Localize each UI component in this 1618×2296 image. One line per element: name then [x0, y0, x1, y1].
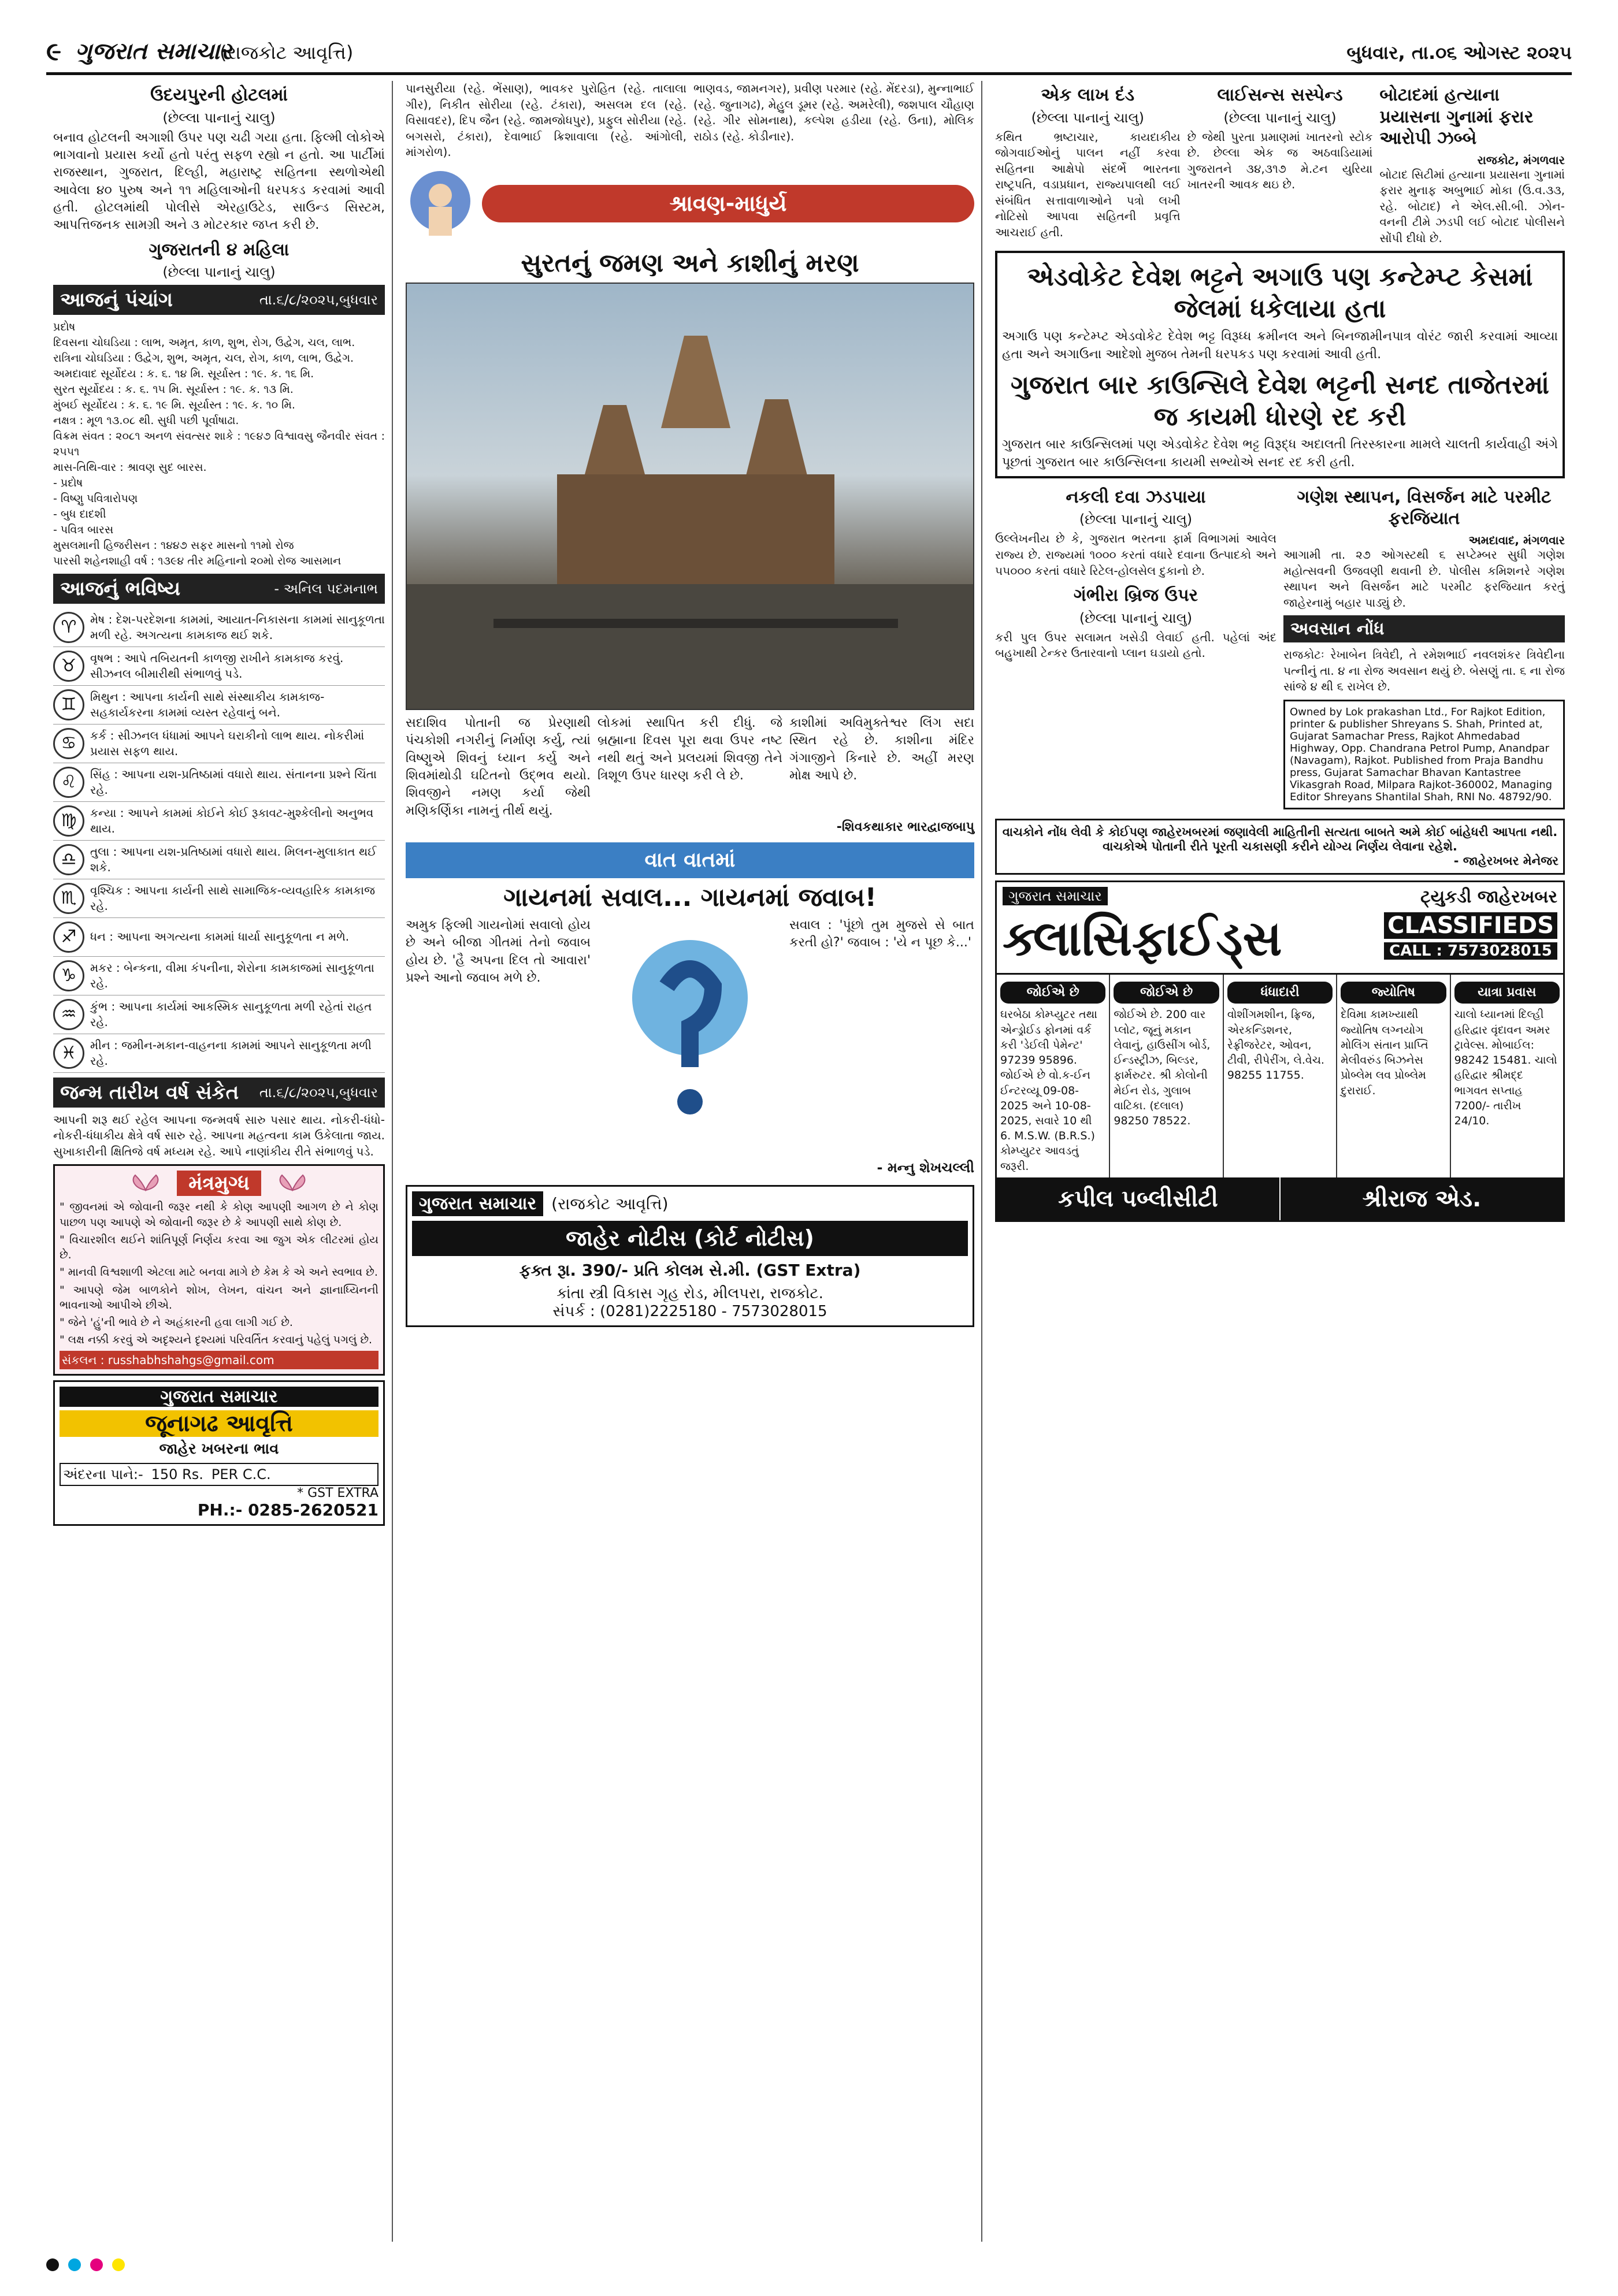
rate-gst: * GST EXTRA: [297, 1486, 378, 1501]
zodiac-sign-icon: ♒: [53, 999, 84, 1030]
reg-dot: [112, 2258, 125, 2271]
classifieds: [995, 880, 1565, 1222]
junagadh-rate-ad: [53, 1380, 385, 1526]
story-gujarat-women: [53, 239, 385, 281]
classi-call: CALL : 7573028015: [1384, 942, 1557, 960]
classified-category: જોઈએ છે: [1114, 982, 1219, 1004]
main-headline: એડવોકેટ દેવેશ ભટ્ટને અગાઉ પણ કન્ટેમ્પ્ટ કેસમાં જેલમાં ધકેલાયા હતા: [1027, 262, 1533, 324]
legal-address: કાંતા સ્ત્રી વિકાસ ગૃહ રોડ, મીલપરા, રાજકોટ.: [556, 1285, 823, 1303]
panchang-line: સુરત સૂર્યોદય : ક. ૬. ૧૫ મિ. સૂર્યાસ્ત : ૧૯. ક. ૧૩ મિ.: [53, 383, 294, 396]
story-one-lakh-fine: [995, 81, 1181, 246]
story-body: કથિત ભ્રષ્ટાચાર, કાયદાકીય જોગવાઈઓનું પાલન નહીં કરવા સહિતના આક્ષેપો સંદર્ભે ભારતના રાષ્ટ્રપતિ, વડાપ્રધાન, રાજ્યપાલથી લઈ સંબંધિત સત્તાવાળાઓને પત્રો લખી નોટિસો આપવા સહિતની પ્રવૃત્તિ આચરાઈ હતી.: [995, 129, 1181, 240]
janma-date: તા.૬/૮/૨૦૨૫,બુધવાર: [259, 1084, 378, 1101]
question-mark-illustration: [598, 917, 782, 1160]
dateline: અમદાવાદ, મંગળવાર: [1468, 533, 1565, 547]
story-ganesh: [1283, 483, 1565, 814]
story-fake-medicine: [995, 483, 1276, 814]
headline: એક લાખ દંડ: [1041, 85, 1135, 105]
story-body: ઉલ્લેખનીય છે કે, ગુજરાત ભરતના ફાર્મ વિભાગમાં આવેલ રાજ્ય છે. રાજ્યમાં ૧૦૦૦ કરતાં વધારે દવાના ઉત્પાદકો અને ૫૫૦૦૦ કરતાં વધારે રિટેલ-હોલસેલ દુકાનો છે.: [995, 532, 1276, 578]
classi-tag: ટ્યુકડી જાહેરખબર: [1420, 887, 1557, 908]
temple-illustration: [407, 284, 974, 710]
reader-notice: [995, 819, 1565, 875]
panchang-line: નક્ષત્ર : મૂળ ૧૩.૦૮ થી. સુધી પછી પૂર્વાષાઢા.: [53, 414, 239, 427]
lotus-row: [60, 1171, 378, 1196]
avsan-body: રાજકોટઃ રેખાબેન ત્રિવેદી, તે રમેશભાઈ નવલશંકર ત્રિવેદીના પત્નીનું તા. ૪ ના રોજ અવસાન થયું છે. બેસણું તા. ૬ ના રોજ સાંજે ૪ થી ૬ રાખેલ છે.: [1283, 648, 1565, 694]
right-top: [995, 81, 1565, 246]
classified-text: ઘરબેઠા કોમ્પ્યુટર તથા એન્ડ્રોઈડ ફોનમાં વર્ક કરી 'ડેઈલી પેમેન્ટ' 97239 95896. જોઈએ છે વો.ક-ઈન ઈન્ટરવ્યૂ 09-08-2025 અને 10-08-2025, સવારે 10 થી 6. M.S.W. (B.R.S.) કોમ્પ્યુટર આવડતું જરૂરી.: [1000, 1008, 1097, 1173]
imprint: Owned by Lok prakashan Ltd., For Rajkot Edition, printer & publisher Shreyans S. Shah, Printed at, Gujarat Samachar Press, Rajkot Ahmedabad Highway, Opp. Chandrana Petrol Pump, Anandpar (Navagam), Rajkot. Published from Praja Bandhu press, Gujarat Samachar Bhavan Kantastree Vikasgrah Road, Milpara Rajkot-360002, Managing Editor Shreyans Shantilal Shah, RNI No. 48792/90.: [1283, 700, 1565, 809]
second-headline: ગુજરાત બાર કાઉન્સિલે દેવેશ ભટ્ટની સનદ તાજેતરમાં જ કાયમી ધોરણે રદ કરી: [1011, 370, 1549, 432]
zodiac-row: [53, 995, 385, 1034]
vat-author: - મન્નુ શેખચલ્લી: [877, 1160, 974, 1176]
story-license-suspend: [1187, 81, 1373, 246]
zodiac-text: ધન : આપના અગત્યના કામમાં ધાર્યા સાનુકૂળતા ન મળે.: [90, 930, 350, 944]
rate-phone: PH.:- 0285-2620521: [197, 1500, 378, 1520]
zodiac-text: કુંભ : આપના કાર્યમાં આકસ્મિક સાનુકૂળતા મળી રહેતાં રાહત રહે.: [90, 999, 372, 1029]
article-author: -શિવકથાકાર ભારદ્વાજબાપુ: [836, 820, 974, 835]
classified-text: વોશીંગમશીન, ફ્રિજ, એરકન્ડિશનર, રેફ્રીજરેટર, ઓવન, ટીવી, રીપેરીંગ, લે.વેચ. 98255 11755.: [1227, 1008, 1324, 1082]
continued-label: (છેલ્લા પાનાનું ચાલુ): [1079, 511, 1193, 528]
zodiac-row: [53, 608, 385, 647]
bhavishya-author: - અનિલ પદમનાભ: [274, 580, 378, 597]
classified-text: જોઈએ છે. 200 વાર પ્લોટ, જૂનું મકાન લેવાનું, હાઉસીંગ બોર્ડ, ઈન્ડસ્ટ્રીઝ, બિલ્ડર, ફાર્મરુટર. શ્રી કોલોની મેઈન રોડ, ગુલાબ વાટિકા. (દલાલ) 98250 78522.: [1114, 1008, 1211, 1127]
ad-shriraj: શ્રીરાજ એડ.: [1281, 1177, 1563, 1220]
zodiac-list: [53, 608, 385, 1073]
edition-label: (રાજકોટ આવૃત્તિ): [220, 42, 354, 64]
zodiac-sign-icon: ♍: [53, 805, 84, 837]
classified-category: જ્યોતિષ: [1341, 982, 1446, 1004]
classified-category: યાત્રા પ્રવાસ: [1454, 982, 1560, 1004]
continued-label: (છેલ્લા પાનાનું ચાલુ): [1223, 109, 1337, 126]
legal-title: જાહેર નોટીસ (કોર્ટ નોટીસ): [412, 1221, 968, 1256]
panchang-line: મુંબઈ સૂર્યોદય : ક. ૬. ૧૯ મિ. સૂર્યાસ્ત : ૧૯. ક. ૧૦ મિ.: [53, 399, 295, 411]
story-botad: [1379, 81, 1565, 246]
panchang-line: - વિષ્ણુ પવિત્રારોપણ: [53, 492, 138, 505]
vat-headline: ગાયનમાં સવાલ... ગાયનમાં જવાબ!: [503, 883, 877, 913]
zodiac-text: તુલા : આપના યશ-પ્રતિષ્ઠામાં વધારો થાય. મિલન-મુલાકાત થઈ શકે.: [90, 844, 377, 874]
zodiac-row: [53, 763, 385, 802]
rate-label: અંદરના પાને:-: [63, 1466, 143, 1483]
zodiac-text: મીન : જમીન-મકાન-વાહનના કામમાં આપને સાનુકૂળતા મળી રહે.: [90, 1038, 372, 1068]
panchang-body: [53, 319, 385, 569]
lotus-icon: [275, 1171, 310, 1191]
zodiac-row: [53, 686, 385, 725]
bhavishya-header: [53, 574, 385, 604]
lotus-icon: [128, 1171, 163, 1191]
issue-date: બુધવાર, તા.૦૬ ઓગસ્ટ ૨૦૨૫: [1346, 42, 1572, 64]
rate-unit: PER C.C.: [211, 1466, 271, 1483]
notice-text: વાચકોને નોંધ લેવી કે કોઈપણ જાહેરખબરમાં જણાવેલી માહિતીની સત્યતા બાબતે અમે કોઈ બાંહેધરી આપતા નથી. વાચકોએ પોતાની રીતે પૂરતી ચકાસણી કરીને યોગ્ય નિર્ણય લેવાના રહેશે.: [1002, 825, 1558, 854]
page-header: [46, 35, 1572, 75]
classifieds-grid: [997, 975, 1563, 1177]
classified-column: [997, 975, 1110, 1177]
vat-body: [406, 917, 974, 1160]
zodiac-row: [53, 918, 385, 957]
classi-title: ક્લાસિફાઈડ્સ: [1003, 910, 1282, 967]
registration-strip: [46, 2253, 1572, 2276]
ad-edition: જૂનાગઢ આવૃત્તિ: [60, 1410, 378, 1437]
shravan-banner: [406, 166, 974, 242]
quote-item: " લક્ષ નક્કી કરવું એ અદૃશ્યને દૃશ્યમાં પરિવર્તિત કરવાનું પહેલું પગલું છે.: [60, 1333, 373, 1347]
classified-text: દેવિમા કામખ્યાથી જ્યોતિષ લગ્નયોગ મોલિંગ સંતાન પ્રાપ્તિ મેલીવરુંડ બિઝનેસ પ્રોબ્લેમ લવ પ્રોબ્લેમ દુરારાઈ.: [1341, 1008, 1428, 1097]
panchang-header: [53, 285, 385, 315]
mantra-box: [53, 1164, 385, 1376]
classified-column: [1451, 975, 1563, 1177]
vat-col: અમુક ફિલ્મી ગાયનોમાં સવાલો હોય છે અને બીજા ગીતમાં તેનો જવાબ હોય છે. 'હૈ અપના દિલ તો આવારા' પ્રશ્ને આનો જવાબ મળે છે.: [406, 918, 591, 986]
shravan-title: શ્રાવણ-માધુર્ય: [482, 185, 974, 222]
zodiac-text: મકર : બેન્કના, વીમા કંપનીના, શેરોના કામકાજમાં સાનુકૂળતા રહે.: [90, 960, 374, 990]
classifieds-header: [997, 882, 1563, 975]
panchang-line: વિક્રમ સંવત : ૨૦૮૧ અનળ સંવત્સર શાકે : ૧૯૪૭ વિશ્વાવસુ જૈનવીર સંવત : ૨૫૫૧: [53, 429, 385, 458]
story-body: આગામી તા. ૨૭ ઓગસ્ટથી ૬ સપ્ટેમ્બર સુધી ગણેશ મહોત્સવની ઉજવણી થવાની છે. પોલીસ કમિશનરે ગણેશ સ્થાપન અને વિસર્જન માટે પરમીટ ફરજિયાત કરતું જાહેરનામું બહાર પાડ્યું છે.: [1283, 547, 1565, 610]
headline: ગંભીરા બ્રિજ ઉપર: [1073, 585, 1198, 606]
zodiac-text: મેષ : દેશ-પરદેશના કામમાં, આયાત-નિકાસના કામમાં સાનુકૂળતા મળી રહે. અગત્યના કામકાજ થઈ શકે.: [90, 612, 385, 642]
story-body: કરી પુલ ઉપર સલામત ખસેડી લેવાઈ હતી. પહેલાં અંદ બહુખાથી ટેન્કર ઉતારવાનો પ્લાન ઘડાયો હતો.: [995, 630, 1276, 660]
ad-rate-row: [60, 1463, 378, 1486]
zodiac-row: [53, 1034, 385, 1073]
continued-label: (છેલ્લા પાનાનું ચાલુ): [162, 109, 276, 126]
zodiac-sign-icon: ♑: [53, 960, 84, 991]
ad-kapil: કપીલ પબ્લીસીટી: [997, 1177, 1281, 1220]
quote-item: " માનવી વિશ્વશાળી એટલા માટે બનવા માગે છે કેમ કે એ અને સ્વભાવ છે.: [60, 1266, 378, 1279]
ad-brand: ગુજરાત સમાચાર: [60, 1387, 378, 1407]
zodiac-row: [53, 802, 385, 841]
panchang-line: પ્રદોષ: [53, 321, 76, 334]
classified-column: [1110, 975, 1223, 1177]
article-col: લોકમાં સ્થાપિત કરી દીધું. જે બ્રહ્માના દિવસ પૂરા થવા ઉપર નષ્ટ નથી થતું અને પ્રલયમાં શિવજી તેને ત્રિશૂળ ઉપર ધારણ કરી લે છે.: [598, 715, 782, 783]
zodiac-row: [53, 841, 385, 879]
zodiac-sign-icon: ♏: [53, 883, 84, 914]
varanasi-photo: [406, 283, 974, 710]
headline: ઉદયપુરની હોટલમાં: [150, 85, 288, 105]
avsan-header: [1283, 615, 1565, 642]
zodiac-sign-icon: ♋: [53, 728, 84, 759]
right-column: [988, 81, 1572, 2242]
vat-col: સવાલ : 'પૂંછો તુમ મુજસે સે બાત કરતી હો?' જવાબ : 'યે ન પૂછ કે...': [789, 918, 974, 950]
vat-title: વાત વાતમાં: [406, 842, 974, 878]
legal-notice-ad: [406, 1185, 974, 1327]
headline: લાઈસન્સ સસ્પેન્ડ: [1217, 85, 1343, 105]
main-body: અગાઉ પણ કન્ટેમ્પ્ટ એડવોકેટ દેવેશ ભટ્ટ વિરૂધ્ધ ક્રમીનલ અને બિનજામીનપાત્ર વોરંટ જારી કરવામાં આવ્યા હતા અને અગાઉના આદેશો મુજબ તેમની ધરપકડ પણ કરવામાં આવી હતી.: [1002, 329, 1558, 362]
middle-column: [399, 81, 982, 2242]
continued-label: (છેલ્લા પાનાનું ચાલુ): [1079, 610, 1193, 626]
headline: ગુજરાતની ૪ મહિલા: [149, 239, 290, 260]
classi-ads: [997, 1177, 1563, 1220]
panchang-line: - પવિત્ર બારસ: [53, 523, 114, 536]
panchang-line: અમદાવાદ સૂર્યોદય : ક. ૬. ૧૪ મિ. સૂર્યાસ્ત : ૧૯. ક. ૧૬ મિ.: [53, 367, 314, 381]
zodiac-row: [53, 647, 385, 686]
legal-contact: સંપર્ક : (0281)2225180 - 7573028015: [552, 1303, 827, 1321]
panchang-line: મુસલમાની હિજરીસન : ૧૪૪૭ સફર માસનો ૧૧મો રોજ: [53, 538, 294, 552]
panchang-line: માસ-તિથિ-વાર : શ્રાવણ સુદ બારસ.: [53, 460, 207, 474]
list-col: ભાણવડ, જામનગર), પ્રવીણ પરમાર (રહે. મેંદરડા), મુન્નાભાઈ (રહે. જુનાગઢ), મેહુલ ડૂમર (રહે. અમરેલી), જશપાલ ચૌહાણ (રહે. ગીર સોમનાથ), કલ્પેશ હડીયા (રહે. ઉના), મોલિક રાઠોડ (રહે. કોડીનાર).: [693, 81, 974, 143]
zodiac-sign-icon: ♉: [53, 651, 84, 682]
zodiac-sign-icon: ♐: [53, 922, 84, 953]
classified-column: [1337, 975, 1450, 1177]
shiva-icon: [406, 166, 475, 242]
zodiac-text: કર્ક : સીઝનલ ધંધામાં આપને ઘરાકીનો લાભ થાય. નોકરીમાં પ્રયાસ સફળ થાય.: [90, 728, 365, 758]
quote-item: " વિચારશીલ થઈને શાંતિપૂર્ણ નિર્ણય કરવા આ જુગ એક લીટરમાં હોય છે.: [60, 1233, 378, 1262]
reg-dot: [68, 2258, 81, 2271]
reg-dot: [46, 2258, 59, 2271]
legal-price: ફક્ત રૂા. 390/- પ્રતિ કોલમ સે.મી. (GST Extra): [519, 1261, 861, 1280]
quote-item: " જીવનમાં એ જોવાની જરૂર નથી કે કોણ આપણી આગળ છે ને કોણ પાછળ પણ આપણે એ જોવાની જરૂર છે કે આપણી સાથે કોણ છે.: [60, 1201, 378, 1229]
article-body: [406, 715, 974, 820]
legal-brand: ગુજરાત સમાચાર: [412, 1191, 543, 1216]
classified-column: [1224, 975, 1337, 1177]
headline: ગણેશ સ્થાપન, વિસર્જન માટે પરમીટ ફરજિયાત: [1297, 486, 1552, 529]
reg-dot: [90, 2258, 103, 2271]
article-headline: સુરતનું જમણ અને કાશીનું મરણ: [521, 248, 859, 278]
janma-body: આપની શરૂ થઈ રહેલ આપના જન્મવર્ષ સારુ પસાર થાય. નોકરી-ધંધો- નોકરી-ધંધાકીય ક્ષેત્રે વર્ષ સારુ રહે. આપના મહત્વના કામ ઉકેલાતા જાય. સુખાકારીની ક્ષિતિજે વર્ષ મધ્યમ રહે. આપે નાણાંકીય રીતે સંભાળવું પડે.: [53, 1112, 385, 1158]
panchang-line: - પ્રદોષ: [53, 476, 83, 489]
zodiac-sign-icon: ♓: [53, 1038, 84, 1069]
panchang-line: પારસી શહેનશાહી વર્ષ : ૧૩૯૪ તીર મહિનાનો ૨૦મો રોજ આસમાન: [53, 554, 342, 567]
zodiac-row: [53, 957, 385, 995]
janma-header: [53, 1078, 385, 1108]
page-number: ૯: [46, 37, 62, 66]
legal-head: [412, 1191, 968, 1216]
zodiac-row: [53, 725, 385, 763]
zodiac-text: વૃષભ : આપે તબિયતની કાળજી રાખીને કામકાજ કરવું. સીઝનલ બીમારીથી સંભાળવું પડે.: [90, 651, 344, 681]
panchang-line: રાત્રિના ચોઘડિયા : ઉદ્વેગ, શુભ, અમૃત, ચલ, રોગ, કાળ, લાભ, ઉદ્વેગ.: [53, 352, 354, 365]
classified-category: ધંધાદારી: [1227, 982, 1333, 1004]
zodiac-sign-icon: ♌: [53, 767, 84, 798]
bhavishya-title: આજનું ભવિષ્ય: [60, 577, 181, 600]
ad-subtitle: જાહેર ખબરના ભાવ: [159, 1440, 279, 1458]
zodiac-row: [53, 879, 385, 918]
rate-price: 150 Rs.: [151, 1466, 203, 1483]
zodiac-sign-icon: ♈: [53, 612, 84, 643]
list-col: પાનસુરીયા (રહે. ભેંસાણ), ભાવકર પુરોહિત (રહે. તાલાલા ગીર), નિકીત સોરીયા (રહે. ટંકારા), અસલમ દલ (રહે. વિસાવદર), દિપ જૈન (રહે. જામજોધપુર), પ્રફુલ સોરીયા (રહે. બગસરો, ટંકારા), દેવાભાઈ ક્રિશાવાલા (રહે. આંગોલી, માંગરોળ).: [406, 81, 686, 159]
notice-by: - જાહેરખબર મેનેજર: [1453, 854, 1558, 868]
zodiac-sign-icon: ♎: [53, 844, 84, 875]
zodiac-text: મિથુન : આપના કાર્યની સાથે સંસ્થાકીય કામકાજ-સહકાર્યકરના કામમાં વ્યસ્ત રહેવાનું બને.: [90, 689, 325, 719]
right-mid: [995, 483, 1565, 814]
mantra-title: મંત્રમુગ્ધ: [177, 1171, 261, 1196]
headline: નકલી દવા ઝડપાયા: [1066, 486, 1206, 507]
second-body: ગુજરાત બાર કાઉન્સિલમાં પણ એડવોકેટ દેવેશ ભટ્ટ વિરૂદ્ધ અદાલતી તિરસ્કારના મામલે ચાલતી કાર્યવાહી અંગે પૂછતાં ગુજરાત બાર કાઉન્સિલના કાયમી સભ્યોએ સનદ રદ કરી હતી.: [1002, 437, 1558, 470]
zodiac-text: કન્યા : આપને કામમાં કોઈને કોઈ રૂકાવટ-મુશ્કેલીનો અનુભવ થાય.: [90, 805, 374, 835]
zodiac-sign-icon: ♊: [53, 689, 84, 720]
story-body: બનાવ હોટલની અગાશી ઉપર પણ ચઢી ગયા હતા. ફિલ્મી લોકોએ ભાગવાનો પ્રયાસ કર્યો હતો પરંતુ સફળ રહ્યો ન હતો. આ પાર્ટીમાં રાજસ્થાન, ગુજરાત, દિલ્હી, મહારાષ્ટ્ર સહિતના સ્થળોએથી આવેલા ૪૦ પુરુષ અને ૧૧ મહિલાઓની ધરપકડ કરવામાં આવી હતી. હોટલમાંથી પોલીસે એરહાઉટેડ, સાઉન્ડ સિસ્ટમ, આપત્તિજનક સામગ્રી અને ૩ મોટરકાર જપ્ત કરી છે.: [53, 130, 385, 233]
legal-edition: (રાજકોટ આવૃત્તિ): [551, 1194, 669, 1213]
classified-text: ચાલો ધ્યાનમાં દિલ્હી હરિદ્વાર વૃંદાવન અમર ટ્રાવેલ્સ. મોબાઈલ: 98242 15481. ચાલો હરિદ્વાર શ્રીમદ્દ ભાગવત સપ્તાહ 7200/- તારીખ 24/10.: [1454, 1008, 1557, 1127]
headline: બોટાદમાં હત્યાના પ્રયાસના ગુનામાં ફરાર આરોપી ઝબ્બે: [1379, 85, 1534, 148]
continued-label: (છેલ્લા પાનાનું ચાલુ): [1031, 109, 1145, 126]
mantra-quotes: [60, 1199, 378, 1347]
zodiac-text: સિંહ : આપના યશ-પ્રતિષ્ઠામાં વધારો થાય. સંતાનના પ્રશ્ને ચિંતા રહે.: [90, 767, 377, 797]
panchang-line: - બુધ દાદશી: [53, 507, 106, 521]
quote-item: " આપણે જેમ બાળકોને શોખ, લેખન, વાંચન અને જ્ઞાનાધ્યિનની ભાવનાઓ આપીએ છીએ.: [60, 1283, 378, 1312]
dateline: રાજકોટ, મંગળવાર: [1477, 153, 1565, 167]
article-col: કાશીમાં અવિમુક્તેશ્વર લિંગ સદા સ્થિત રહે છે. કાશીના મંદિર ગંગાજીને કિનારે છે. અહીં મરણ મોક્ષ આપે છે.: [789, 715, 974, 783]
classi-eng: CLASSIFIEDS: [1384, 912, 1557, 939]
panchang-date: તા.૬/૮/૨૦૨૫,બુધવાર: [259, 292, 378, 309]
mantra-contact: સંકલન : russhabhshahgs@gmail.com: [60, 1351, 378, 1369]
continued-label: (છેલ્લા પાનાનું ચાલુ): [162, 264, 276, 281]
story-body: બોટાદ સિટીમાં હત્યાના પ્રયાસના ગુનામાં ફરાર મુનાફ અબુભાઈ મોકા (ઉ.વ.૩૩, રહે. બોટાદ) ને એલ.સી.બી. ઝોન-વનની ટીમે ઝડપી લઈ બોટાદ પોલીસને સોંપી દીધો છે.: [1379, 167, 1565, 245]
article-col: સદાશિવ પોતાની જ પ્રેરણાથી પંચકોશી નગરીનું નિર્માણ કર્યુ, ત્યાં વિષ્ણુએ શિવનું ધ્યાન કર્યુ અને શિવમાંથોડી ઘટિતનો ઉદ્ભવ થયો. શિવજીને નમણ કર્યા જેથી મણિકર્ણિકા નામનું તીર્થ થયું.: [406, 715, 591, 818]
classified-category: જોઈએ છે: [1000, 982, 1105, 1004]
panchang-line: દિવસના ચોઘડિયા : લાભ, અમૃત, કાળ, શુભ, રોગ, ઉદ્વેગ, ચલ, લાભ.: [53, 336, 355, 350]
left-column: [46, 81, 393, 2242]
panchang-title: આજનું પંચાંગ: [60, 288, 173, 312]
story-body: છે જેથી પુરતા પ્રમાણમાં ખાતરનો સ્ટોક છે. છેલ્લા એક જ અઠવાડિયામાં ગુજરાતને ૩૪,૩૧૭ મે.ટન યુરિયા ખાતરની આવક થઇ છે.: [1187, 129, 1373, 192]
main-advocate-story: [995, 251, 1565, 478]
classi-brand: ગુજરાત સમાચાર: [1003, 887, 1108, 905]
story-udaipur-hotel: [53, 84, 385, 235]
quote-item: " જેને 'હું'ની ભાવે છે ને અહંકારની હવા લાગી ગઈ છે.: [60, 1316, 293, 1329]
janma-title: જન્મ તારીખ વર્ષ સંકેત: [60, 1080, 239, 1104]
masthead-brand: ગુજરાત સમાચાર: [75, 38, 232, 65]
police-list: [406, 81, 974, 161]
zodiac-text: વૃશ્ચિક : આપના કાર્યની સાથે સામાજિક-વ્યવહારિક કામકાજ રહે.: [90, 883, 375, 913]
avsan-title: અવસાન નોંધ: [1290, 619, 1385, 640]
